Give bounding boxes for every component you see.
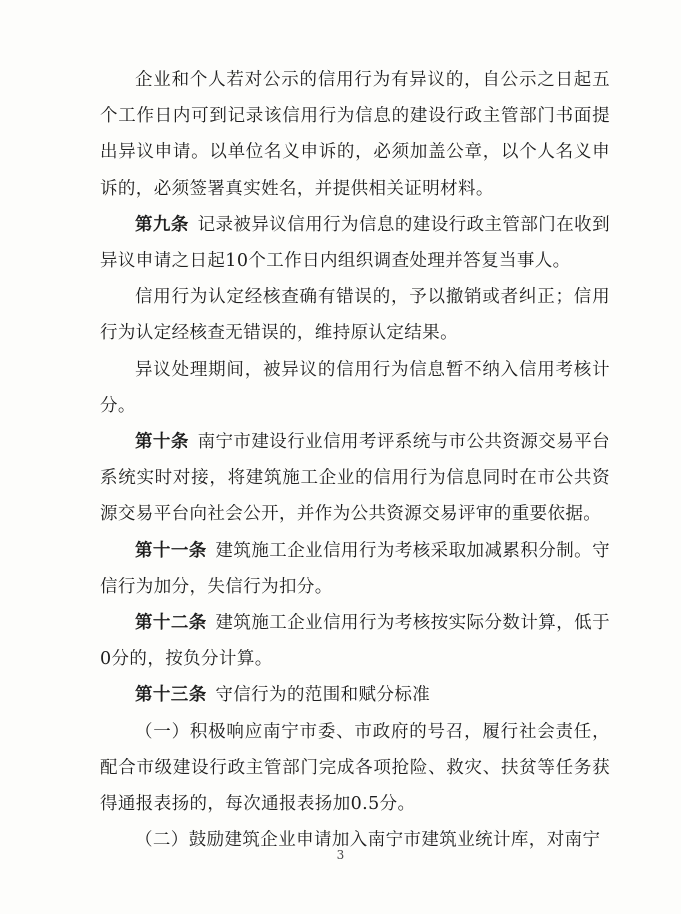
paragraph-text: 守信行为的范围和赋分标准	[215, 685, 431, 706]
paragraph-text: 记录被异议信用行为信息的建设行政主管部门在收到异议申请之日起10个工作日内组织调查处理并答复当事人。	[100, 214, 611, 272]
document-body	[100, 62, 610, 858]
paragraph-item-1	[100, 714, 610, 823]
article-number: 第十三条	[135, 685, 207, 706]
article-number: 第九条	[135, 214, 189, 235]
article-number: 第十二条	[135, 613, 207, 634]
paragraph-verification-result	[100, 279, 610, 351]
paragraph-text: 南宁市建设行业信用考评系统与市公共资源交易平台系统实时对接，将建筑施工企业的信用行为信息同时在市公共资源交易平台向社会公开，并作为公共资源交易评审的重要依据。	[100, 432, 611, 525]
article-number: 第十条	[135, 432, 189, 453]
paragraph-text: 异议处理期间，被异议的信用行为信息暂不纳入信用考核计分。	[100, 359, 610, 416]
page-number: 3	[336, 848, 345, 862]
paragraph-text: 建筑施工企业信用行为考核按实际分数计算，低于0分的，按负分计算。	[100, 613, 610, 670]
article-number: 第十一条	[135, 540, 207, 561]
paragraph-article-10	[100, 424, 610, 533]
paragraph-article-12	[100, 605, 610, 677]
paragraph-objection-period	[100, 352, 610, 424]
paragraph-article-9	[100, 207, 610, 279]
paragraph-text: （一）积极响应南宁市委、市政府的号召，履行社会责任，配合市级建设行政主管部门完成各项抢险、救灾、扶贫等任务获得通报表扬的，每次通报表扬加0.5分。	[100, 721, 610, 815]
paragraph-objection-filing	[100, 62, 610, 207]
paragraph-text: （二）鼓励建筑企业申请加入南宁市建筑业统计库，对南宁	[135, 830, 601, 851]
paragraph-text: 企业和个人若对公示的信用行为有异议的，自公示之日起五个工作日内可到记录该信用行为信息的建设行政主管部门书面提出异议申请。以单位名义申诉的，必须加盖公章，以个人名义申诉的，必须签署真实姓名，并提供相关证明材料。	[100, 70, 610, 199]
paragraph-text: 信用行为认定经核查确有错误的，予以撤销或者纠正；信用行为认定经核查无错误的，维持原认定结果。	[100, 287, 610, 344]
paragraph-text: 建筑施工企业信用行为考核采取加减累积分制。守信行为加分，失信行为扣分。	[100, 540, 610, 597]
paragraph-article-11	[100, 533, 610, 605]
paragraph-article-13	[100, 677, 610, 713]
